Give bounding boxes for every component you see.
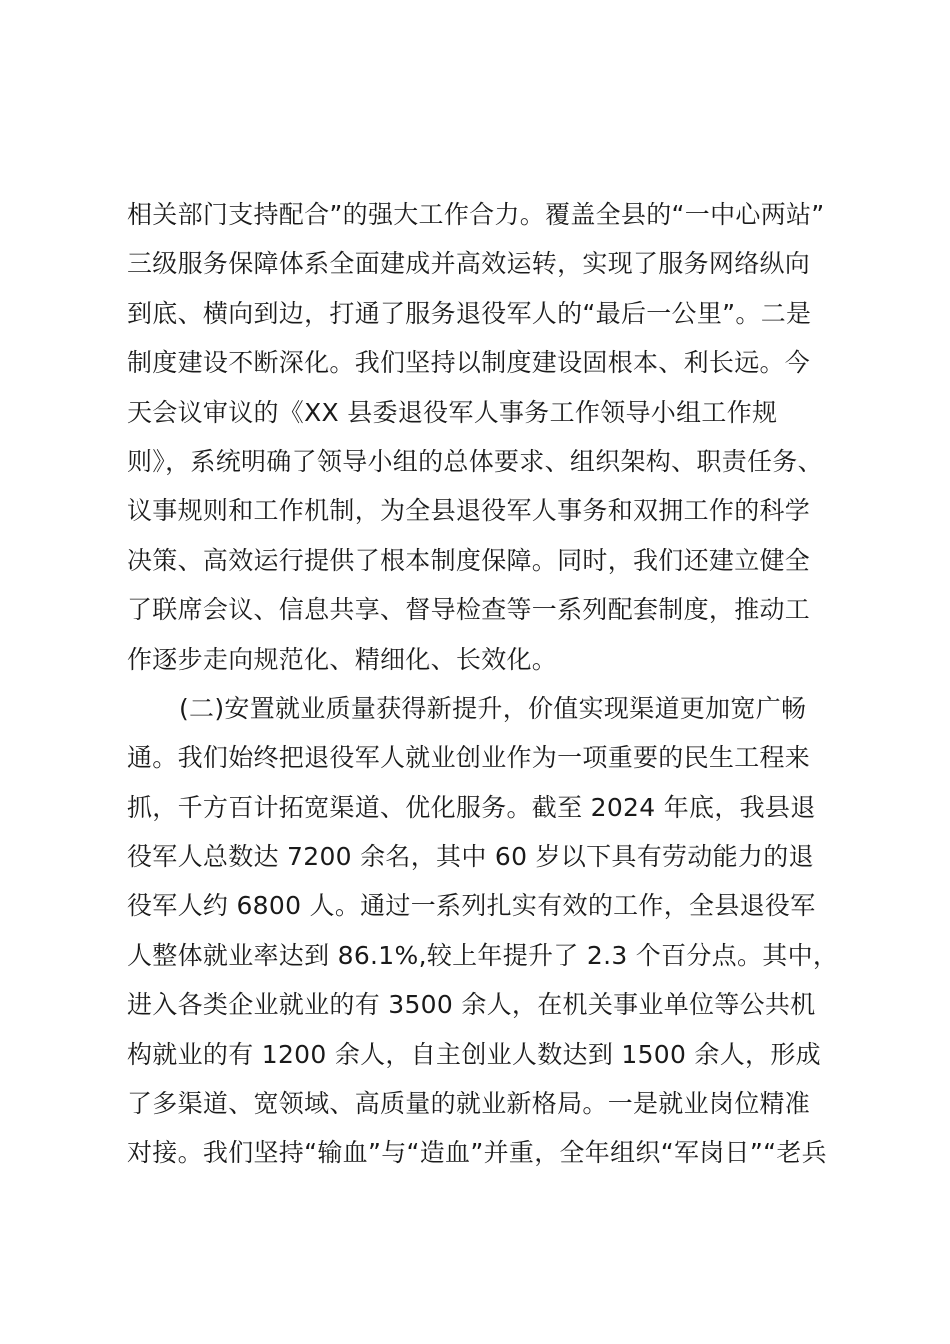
text-line: 天会议审议的《XX 县委退役军人事务工作领导小组工作规 (127, 397, 778, 427)
text-line: 抓，千方百计拓宽渠道、优化服务。截至 2024 年底，我县退 (127, 792, 816, 822)
text-line: 人整体就业率达到 86.1%,较上年提升了 2.3 个百分点。其中， (127, 940, 839, 970)
text-line: 构就业的有 1200 余人，自主创业人数达到 1500 余人，形成 (127, 1039, 821, 1069)
text-line: 了联席会议、信息共享、督导检查等一系列配套制度，推动工 (127, 595, 811, 625)
text-line: 决策、高效运行提供了根本制度保障。同时，我们还建立健全 (127, 545, 811, 575)
text-line: 到底、横向到边，打通了服务退役军人的“最后一公里”。二是 (127, 298, 812, 328)
body-text (127, 190, 847, 1178)
text-line: 则》，系统明确了领导小组的总体要求、组织架构、职责任务、 (127, 446, 823, 476)
section-heading-line: (二)安置就业质量获得新提升，价值实现渠道更加宽广畅 (179, 693, 807, 723)
text-line: 了多渠道、宽领域、高质量的就业新格局。一是就业岗位精准 (127, 1089, 811, 1119)
text-line: 作逐步走向规范化、精细化、长效化。 (127, 644, 558, 674)
text-line: 议事规则和工作机制，为全县退役军人事务和双拥工作的科学 (127, 496, 811, 526)
text-line: 对接。我们坚持“输血”与“造血”并重，全年组织“军岗日”“老兵 (127, 1138, 827, 1168)
text-line: 三级服务保障体系全面建成并高效运转，实现了服务网络纵向 (127, 249, 811, 279)
text-line: 役军人约 6800 人。通过一系列扎实有效的工作，全县退役军 (127, 891, 816, 921)
text-line: 通。我们始终把退役军人就业创业作为一项重要的民生工程来 (127, 743, 811, 773)
text-line: 进入各类企业就业的有 3500 余人，在机关事业单位等公共机 (127, 990, 816, 1020)
text-line: 制度建设不断深化。我们坚持以制度建设固根本、利长远。今 (127, 348, 811, 378)
text-line: 役军人总数达 7200 余名，其中 60 岁以下具有劳动能力的退 (127, 842, 814, 872)
text-line: 相关部门支持配合”的强大工作合力。覆盖全县的“一中心两站” (127, 200, 825, 229)
